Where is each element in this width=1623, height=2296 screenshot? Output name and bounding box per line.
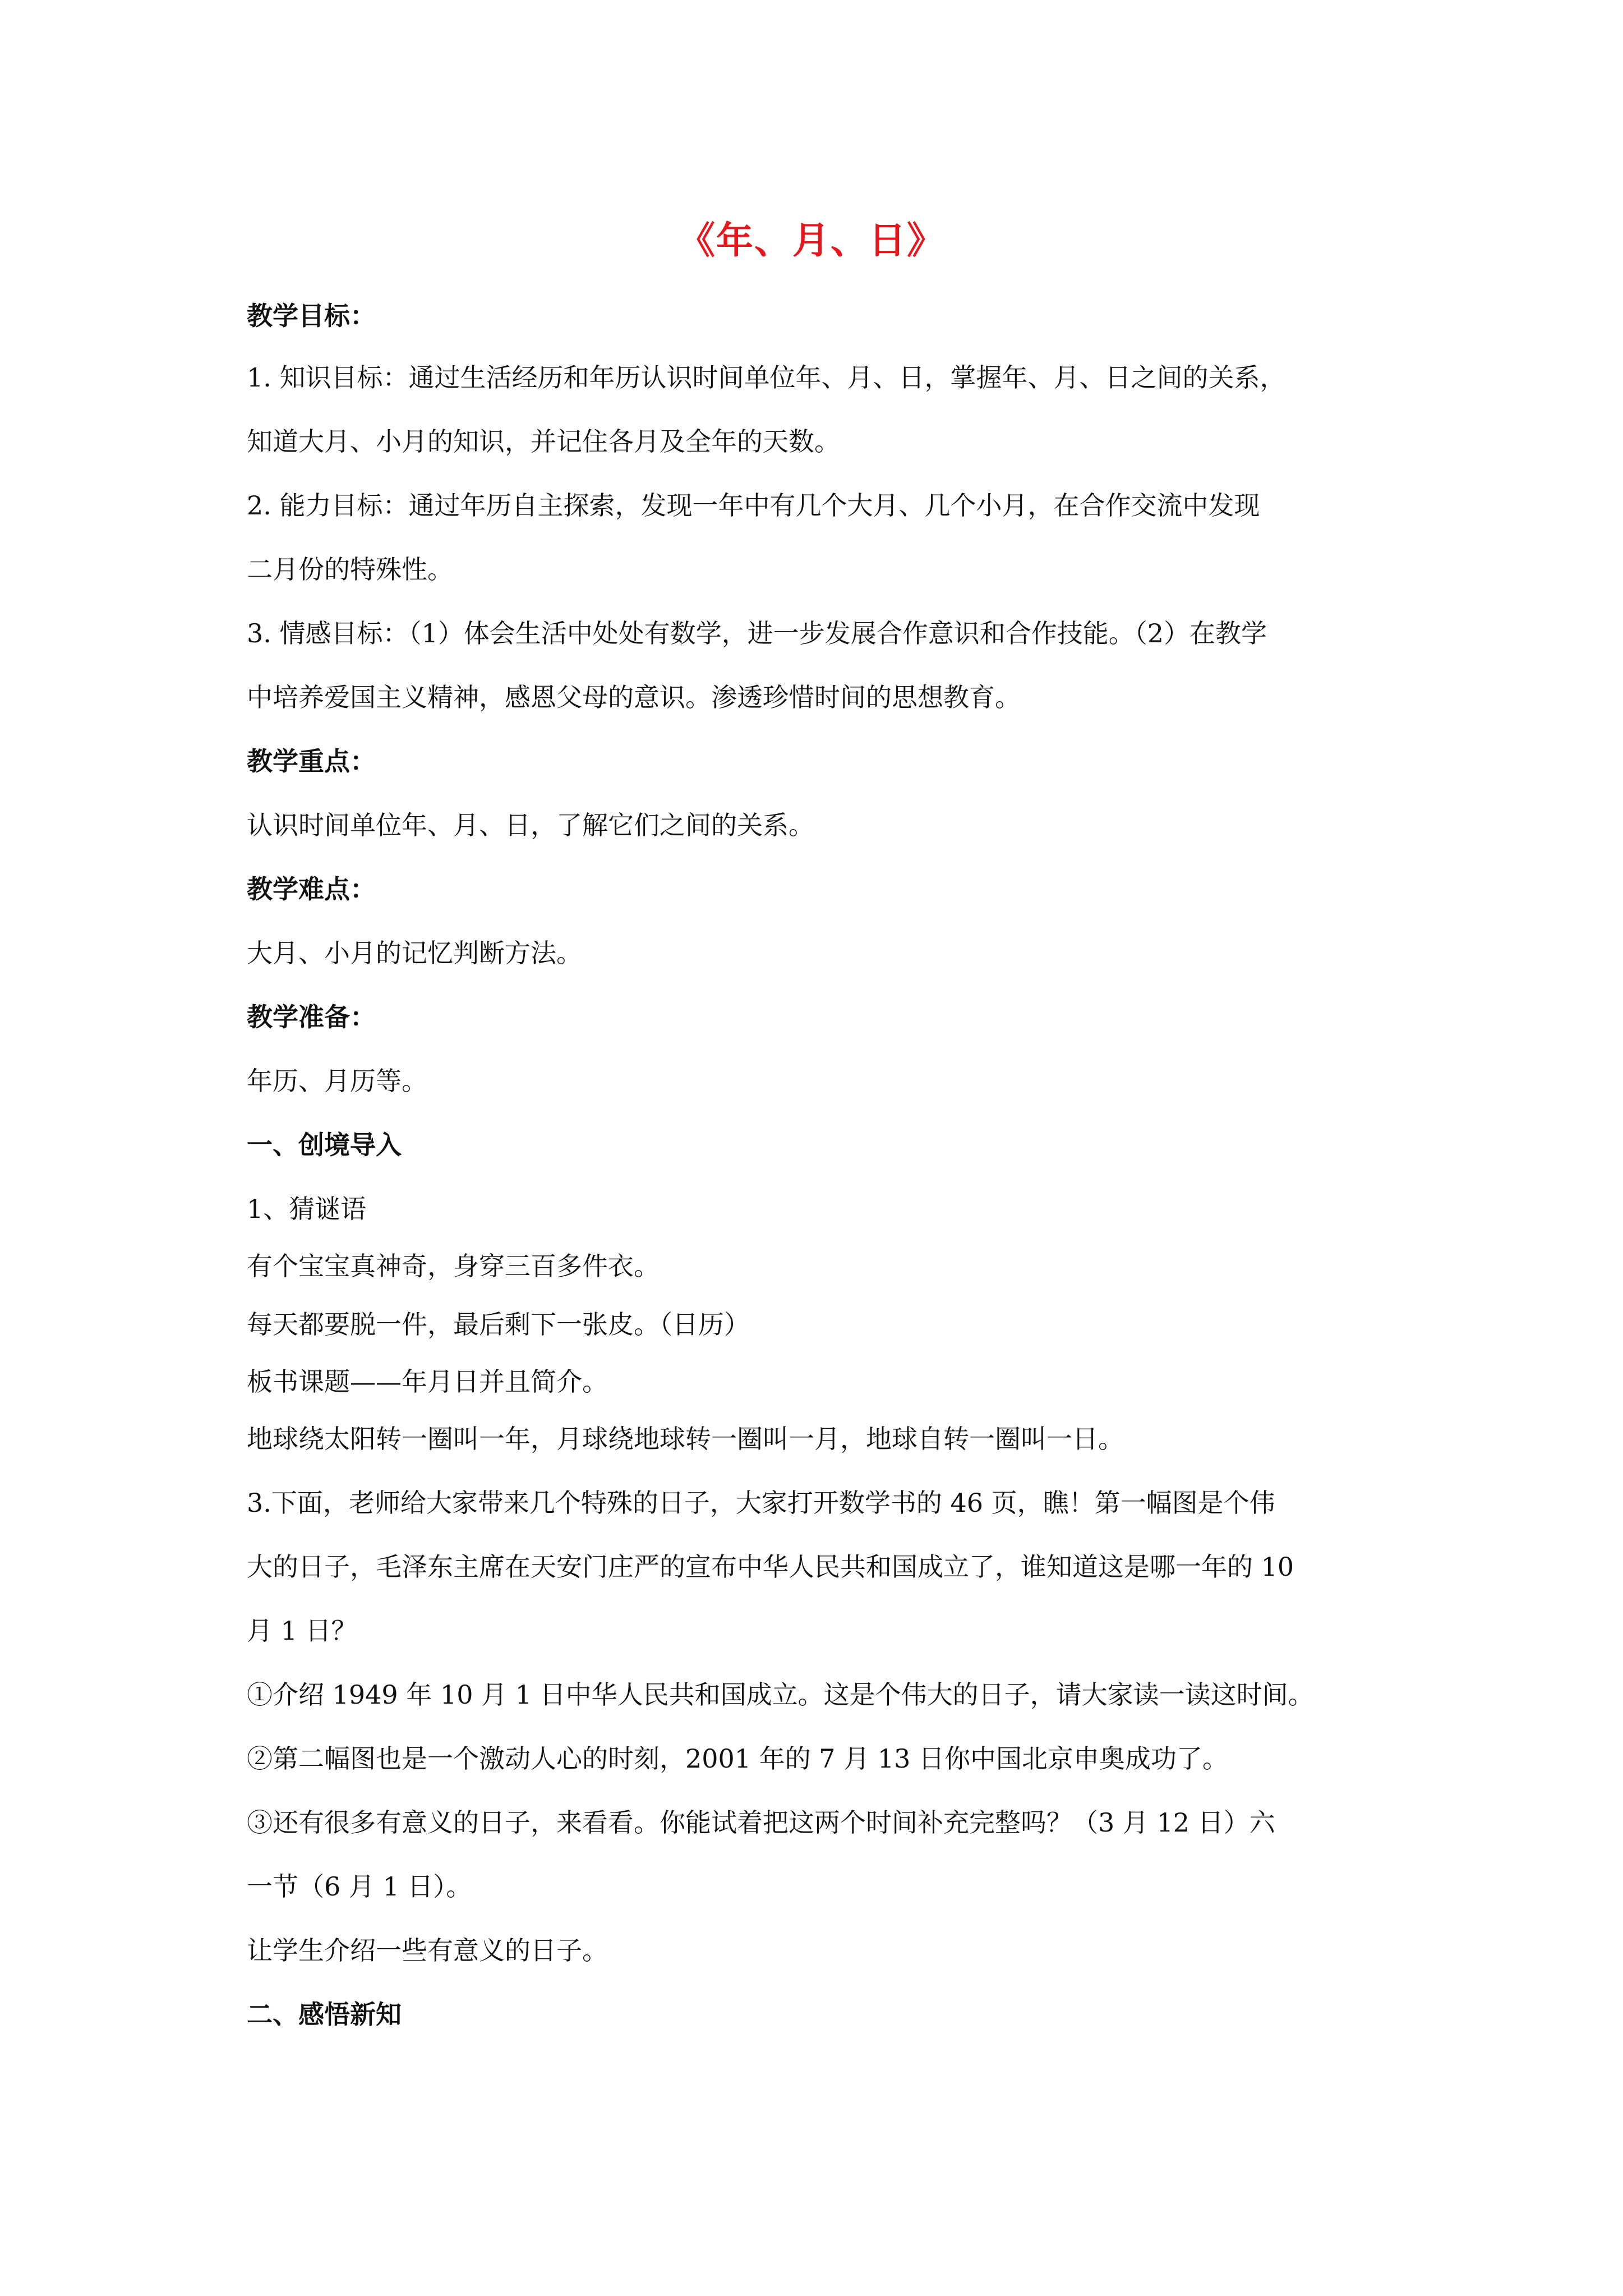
paragraph-line: 中培养爱国主义精神，感恩父母的意识。渗透珍惜时间的思想教育。 <box>247 682 1021 712</box>
paragraph-line: 大月、小月的记忆判断方法。 <box>247 938 582 968</box>
heading-section-one: 一、创境导入 <box>247 1130 402 1160</box>
paragraph-line: 二月份的特殊性。 <box>247 554 453 585</box>
paragraph-line: ①介绍 1949 年 10 月 1 日中华人民共和国成立。这是个伟大的日子，请大家读一读这时间。 <box>247 1680 1314 1710</box>
paragraph-line: 知道大月、小月的知识，并记住各月及全年的天数。 <box>247 426 840 457</box>
paragraph-line: 大的日子，毛泽东主席在天安门庄严的宣布中华人民共和国成立了，谁知道这是哪一年的 10 <box>247 1552 1294 1582</box>
heading-difficulties: 教学难点： <box>247 874 376 904</box>
paragraph-line: 让学生介绍一些有意义的日子。 <box>247 1935 608 1966</box>
paragraph-line: 地球绕太阳转一圈叫一年，月球绕地球转一圈叫一月，地球自转一圈叫一日。 <box>247 1424 1124 1454</box>
paragraph-line: 1. 知识目标：通过生活经历和年历认识时间单位年、月、日，掌握年、月、日之间的关系， <box>247 362 1286 393</box>
paragraph-line: 每天都要脱一件，最后剩下一张皮。（日历） <box>247 1309 750 1340</box>
paragraph-line: 年历、月历等。 <box>247 1066 427 1096</box>
document-title: 《年、月、日》 <box>678 218 945 262</box>
paragraph-line: 2. 能力目标：通过年历自主探索，发现一年中有几个大月、几个小月，在合作交流中发现 <box>247 490 1260 521</box>
paragraph-line: 认识时间单位年、月、日，了解它们之间的关系。 <box>247 810 814 840</box>
paragraph-line: 有个宝宝真神奇，身穿三百多件衣。 <box>247 1251 660 1281</box>
paragraph-line: ③还有很多有意义的日子，来看看。你能试着把这两个时间补充完整吗？（3 月 12 日）六 <box>247 1807 1275 1838</box>
heading-section-two: 二、感悟新知 <box>247 1999 402 2030</box>
paragraph-line: 3. 情感目标：（1）体会生活中处处有数学，进一步发展合作意识和合作技能。（2）在教学 <box>247 618 1267 648</box>
paragraph-line: 1、猜谜语 <box>247 1194 367 1224</box>
heading-teaching-goals: 教学目标： <box>247 301 376 331</box>
heading-preparation: 教学准备： <box>247 1002 376 1032</box>
paragraph-line: 板书课题——年月日并且简介。 <box>247 1366 608 1397</box>
paragraph-line: 3.下面，老师给大家带来几个特殊的日子，大家打开数学书的 46 页，瞧！第一幅图是个伟 <box>247 1488 1275 1518</box>
paragraph-line: 一节（6 月 1 日）。 <box>247 1871 472 1902</box>
paragraph-line: 月 1 日？ <box>247 1616 357 1646</box>
heading-key-points: 教学重点： <box>247 746 376 776</box>
paragraph-line: ②第二幅图也是一个激动人心的时刻，2001 年的 7 月 13 日你中国北京申奥成功了。 <box>247 1743 1228 1774</box>
